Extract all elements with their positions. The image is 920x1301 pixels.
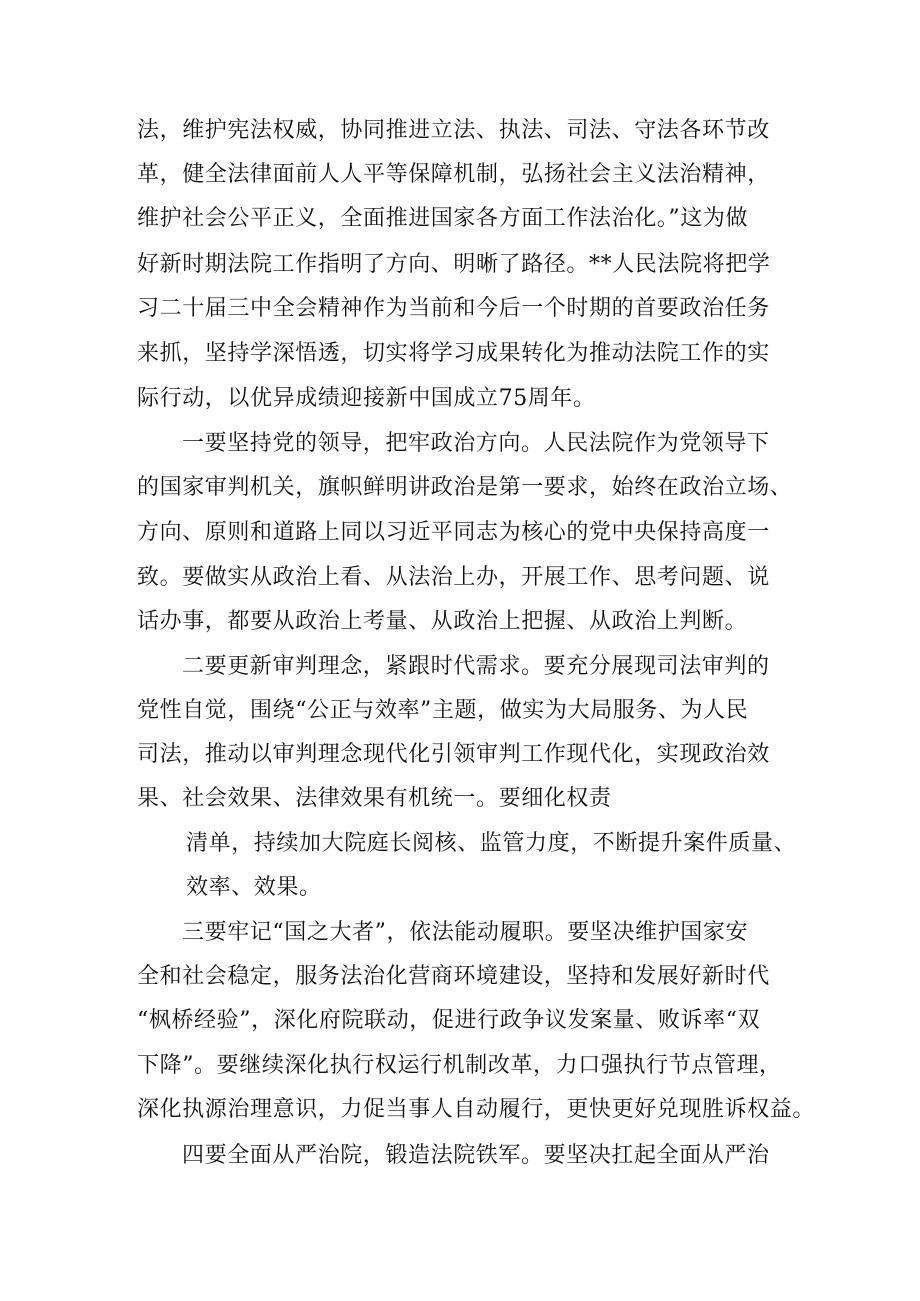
text-line-16: 果、社会效果、法律效果有机统一。要细化权责 <box>137 786 612 811</box>
paragraph-2-first-line: 二要更新审判理念，紧跟时代需求。要充分展现司法审判的 <box>182 654 770 679</box>
text-line-12: 话办事，都要从政治上考量、从政治上把握、从政治上判断。 <box>137 609 748 634</box>
text-line-2: 革，健全法律面前人人平等保障机制，弘扬社会主义法治精神， <box>137 162 770 187</box>
text-line-10: 方向、原则和道路上同以习近平同志为核心的党中央保持高度一 <box>137 520 770 545</box>
text-line-17: 清单，持续加大院庭长阅核、监管力度，不断提升案件质量、 <box>186 831 797 856</box>
paragraph-1-first-line: 一要坚持党的领导，把牢政治方向。人民法院作为党领导下 <box>182 431 770 456</box>
text-line-23: 深化执源治理意识，力促当事人自动履行，更快更好兑现胜诉权益。 <box>137 1097 816 1122</box>
text-line-22: 下降”。要继续深化执行权运行机制改革，力口强执行节点管理， <box>137 1053 782 1078</box>
text-line-9: 的国家审判机关，旗帜鲜明讲政治是第一要求，始终在政治立场、 <box>137 475 793 500</box>
text-line-15: 司法，推动以审判理念现代化引领审判工作现代化，实现政治效 <box>137 742 770 767</box>
text-line-18: 效率、效果。 <box>186 875 322 900</box>
text-line-5: 习二十届三中全会精神作为当前和今后一个时期的首要政治任务 <box>137 296 770 321</box>
text-line-14: 党性自觉，围绕“公正与效率”主题，做实为大局服务、为人民 <box>137 698 749 723</box>
text-line-3: 维护社会公平正义，全面推进国家各方面工作法治化。”这为做 <box>137 206 749 231</box>
text-line-21: “枫桥经验”，深化府院联动，促进行政争议发案量、败诉率“双 <box>137 1008 761 1033</box>
paragraph-4-first-line: 四要全面从严治院，锻造法院铁军。要坚决扛起全面从严治 <box>182 1143 770 1168</box>
text-line-4: 好新时期法院工作指明了方向、明晰了路径。**人民法院将把学 <box>137 252 771 277</box>
text-line-7: 际行动，以优异成绩迎接新中国成立75周年。 <box>137 386 596 411</box>
text-line-1: 法，维护宪法权威，协同推进立法、执法、司法、守法各环节改 <box>137 118 770 143</box>
text-line-6: 来抓，坚持学深悟透，切实将学习成果转化为推动法院工作的实 <box>137 341 770 366</box>
text-line-11: 致。要做实从政治上看、从法治上办，开展工作、思考问题、说 <box>137 565 770 590</box>
paragraph-3-first-line: 三要牢记“国之大者”，依法能动履职。要坚决维护国家安 <box>182 920 749 945</box>
text-line-20: 全和社会稳定，服务法治化营商环境建设，坚持和发展好新时代 <box>137 964 770 989</box>
